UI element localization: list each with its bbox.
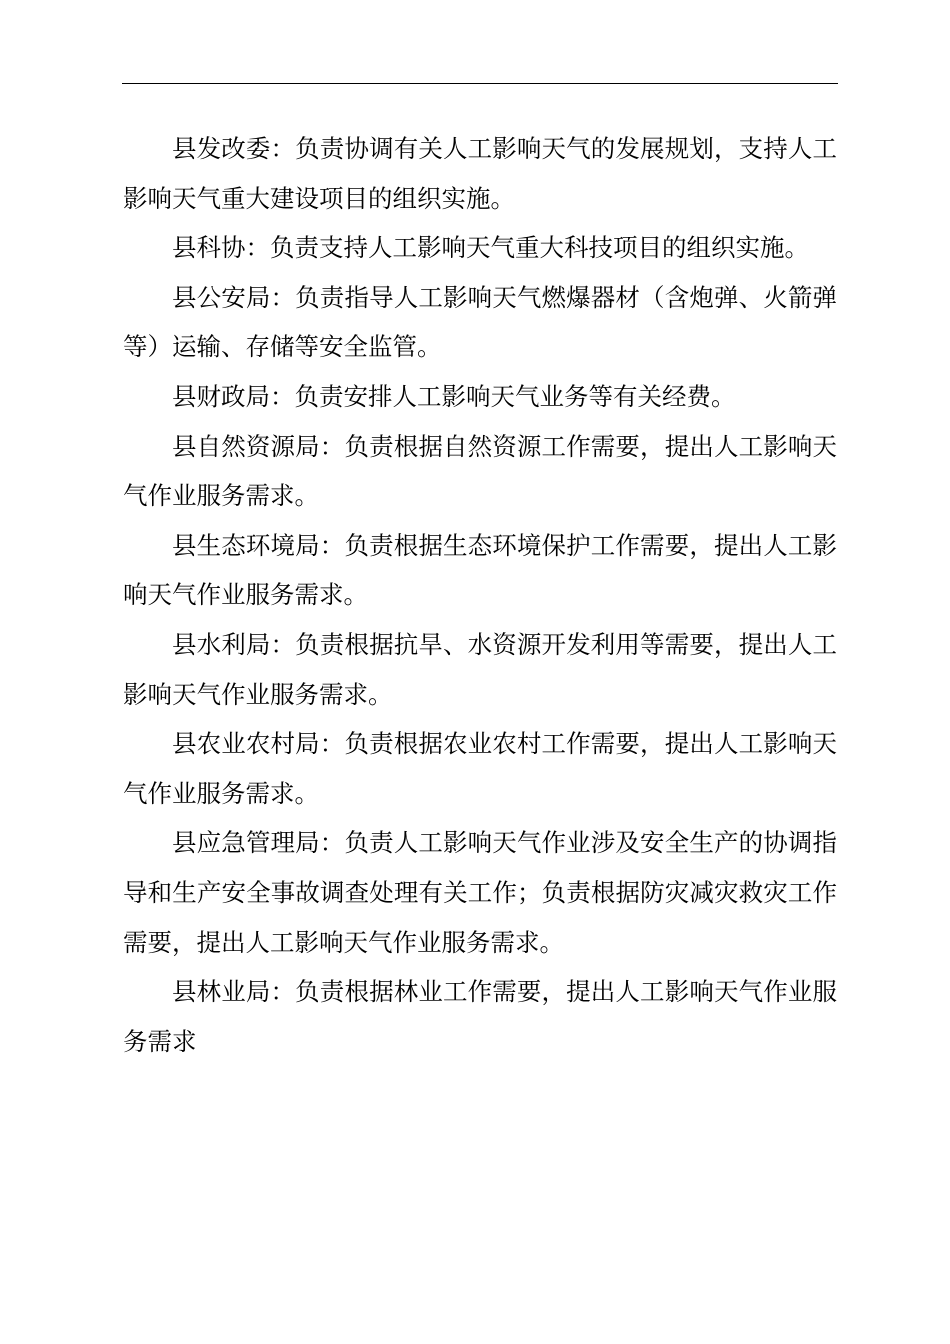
body-text bbox=[123, 124, 837, 1066]
paragraph-fagaiwei: 县发改委：负责协调有关人工影响天气的发展规划，支持人工影响天气重大建设项目的组织实施。 bbox=[123, 134, 837, 213]
paragraph-nongyenongcunju: 县农业农村局：负责根据农业农村工作需要，提出人工影响天气作业服务需求。 bbox=[123, 729, 837, 808]
paragraph-caizhengju: 县财政局：负责安排人工影响天气业务等有关经费。 bbox=[172, 381, 736, 411]
header-rule bbox=[122, 83, 838, 84]
paragraph-gonganju: 县公安局：负责指导人工影响天气燃爆器材（含炮弹、火箭弹等）运输、存储等安全监管。 bbox=[123, 282, 837, 362]
paragraph-yingjiguanliju: 县应急管理局：负责人工影响天气作业涉及安全生产的协调指导和生产安全事故调查处理有关工作；负责根据防灾减灾救灾工作需要，提出人工影响天气作业服务需求。 bbox=[123, 828, 837, 957]
paragraph-linyeju: 县林业局：负责根据林业工作需要，提出人工影响天气作业服务需求 bbox=[123, 977, 837, 1056]
paragraph-shuiliju: 县水利局：负责根据抗旱、水资源开发利用等需要，提出人工影响天气作业服务需求。 bbox=[123, 629, 837, 709]
paragraph-shengtaihuanjingju: 县生态环境局：负责根据生态环境保护工作需要，提出人工影响天气作业服务需求。 bbox=[123, 530, 837, 610]
paragraph-ziranziyuanju: 县自然资源局：负责根据自然资源工作需要，提出人工影响天气作业服务需求。 bbox=[123, 431, 837, 511]
paragraph-kexie: 县科协：负责支持人工影响天气重大科技项目的组织实施。 bbox=[172, 233, 809, 263]
